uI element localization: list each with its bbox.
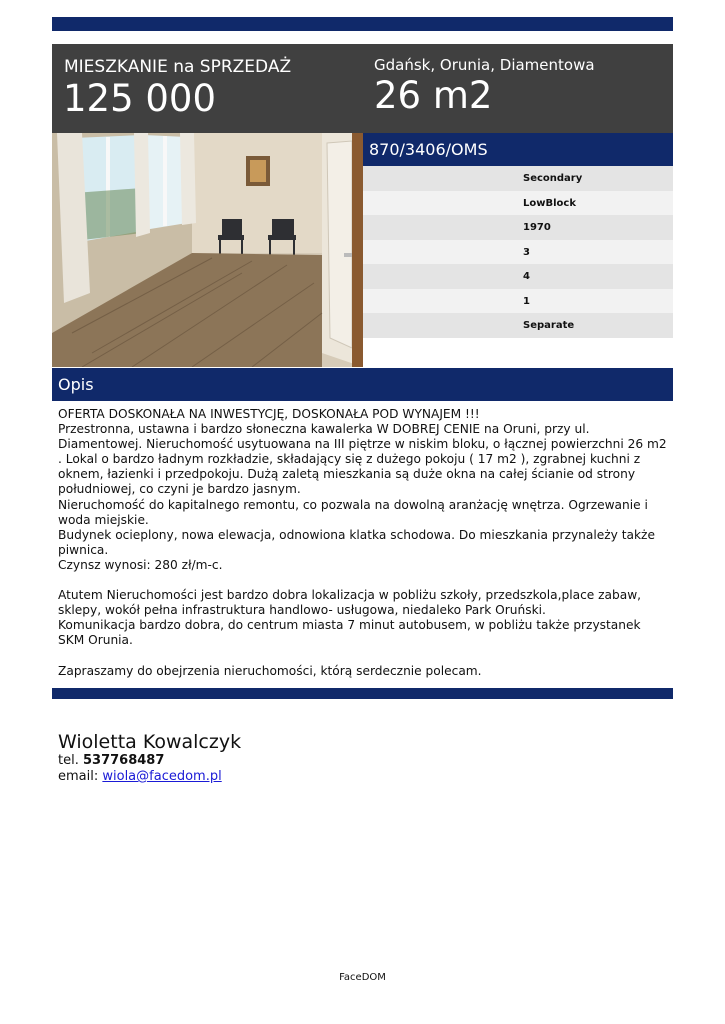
top-accent-bar: [52, 17, 673, 31]
listing-location: Gdańsk, Orunia, Diamentowa: [374, 56, 595, 74]
listing-details-table: [363, 166, 673, 338]
agent-contact: [58, 731, 241, 785]
description-paragraph: Czynsz wynosi: 280 zł/m-c.: [58, 557, 223, 572]
detail-value: Secondary: [523, 173, 583, 184]
listing-type: MIESZKANIE na SPRZEDAŻ: [64, 57, 292, 77]
property-photo: [52, 133, 363, 367]
agent-name: Wioletta Kowalczyk: [58, 731, 242, 753]
listing-price: 125 000: [63, 77, 217, 120]
detail-value: 1: [523, 295, 530, 307]
detail-row-rooms: [363, 289, 673, 314]
detail-row-floors-total: [363, 264, 673, 289]
description-spacer: [58, 573, 670, 588]
listing-reference-bar: [363, 133, 673, 166]
footer-brand: FaceDOM: [339, 972, 386, 983]
agent-phone-label: tel.: [58, 753, 79, 768]
detail-row-market: [363, 166, 673, 191]
detail-value: LowBlock: [523, 197, 576, 209]
detail-row-build-year: [363, 215, 673, 240]
detail-row-building-type: [363, 191, 673, 216]
description-paragraph: Atutem Nieruchomości jest bardzo dobra lokalizacja w pobliżu szkoły, przedszkola,place zabaw, sklepy, wokół pełna infrastruktura handlowo- usługowa, niedaleko Park Oruński.: [58, 588, 645, 618]
detail-value: 3: [523, 246, 530, 258]
detail-value: 4: [523, 271, 530, 282]
detail-row-floor: [363, 240, 673, 265]
detail-row-kitchen: [363, 313, 673, 338]
agent-email-label: email:: [58, 769, 99, 784]
description-header: [52, 368, 673, 401]
agent-phone: 537768487: [82, 753, 165, 768]
description-paragraph: Zapraszamy do obejrzenia nieruchomości, którą serdecznie polecam.: [58, 663, 482, 678]
description-paragraph: Przestronna, ustawna i bardzo słoneczna kawalerka W DOBREJ CENIE na Oruni, przy ul. Diamentowej. Nieruchomość usytuowana na III piętrze w niskim bloku, o łącznej powierzchni 26 m2 . Lokal o bardzo ładnym rozkładzie, składający się z dużego pokoju ( 17 m2 ), zgrabnej kuchni z oknem, łazienki i przedpokoju. Dużą zaletą mieszkania są duże okna na całej ścianie od strony południowej, co czyni je bardzo jasnym.: [58, 422, 671, 497]
description-paragraph: Komunikacja bardzo dobra, do centrum miasta 7 minut autobusem, w pobliżu także przystanek SKM Orunia.: [58, 618, 645, 648]
description-paragraph: Nieruchomość do kapitalnego remontu, co pozwala na dowolną aranżację wnętrza. Ogrzewanie i woda miejskie.: [58, 497, 652, 527]
description-paragraph: Budynek ocieplony, nowa elewacja, odnowiona klatka schodowa. Do mieszkania przynależy także piwnica.: [58, 527, 659, 557]
description-body: [58, 407, 670, 679]
listing-header: [52, 44, 673, 133]
bottom-accent-bar: [52, 688, 673, 699]
listing-area: 26 m2: [374, 74, 493, 117]
listing-reference: 870/3406/OMS: [369, 140, 488, 159]
description-spacer: [58, 649, 670, 664]
agent-email-line: [58, 769, 241, 785]
agent-phone-line: [58, 753, 241, 769]
detail-value: 1970: [523, 222, 551, 233]
agent-email-link[interactable]: wiola@facedom.pl: [102, 769, 222, 784]
description-paragraph: OFERTA DOSKONAŁA NA INWESTYCJĘ, DOSKONAŁA POD WYNAJEM !!!: [58, 407, 480, 421]
description-title: Opis: [58, 375, 94, 394]
detail-value: Separate: [523, 320, 575, 331]
